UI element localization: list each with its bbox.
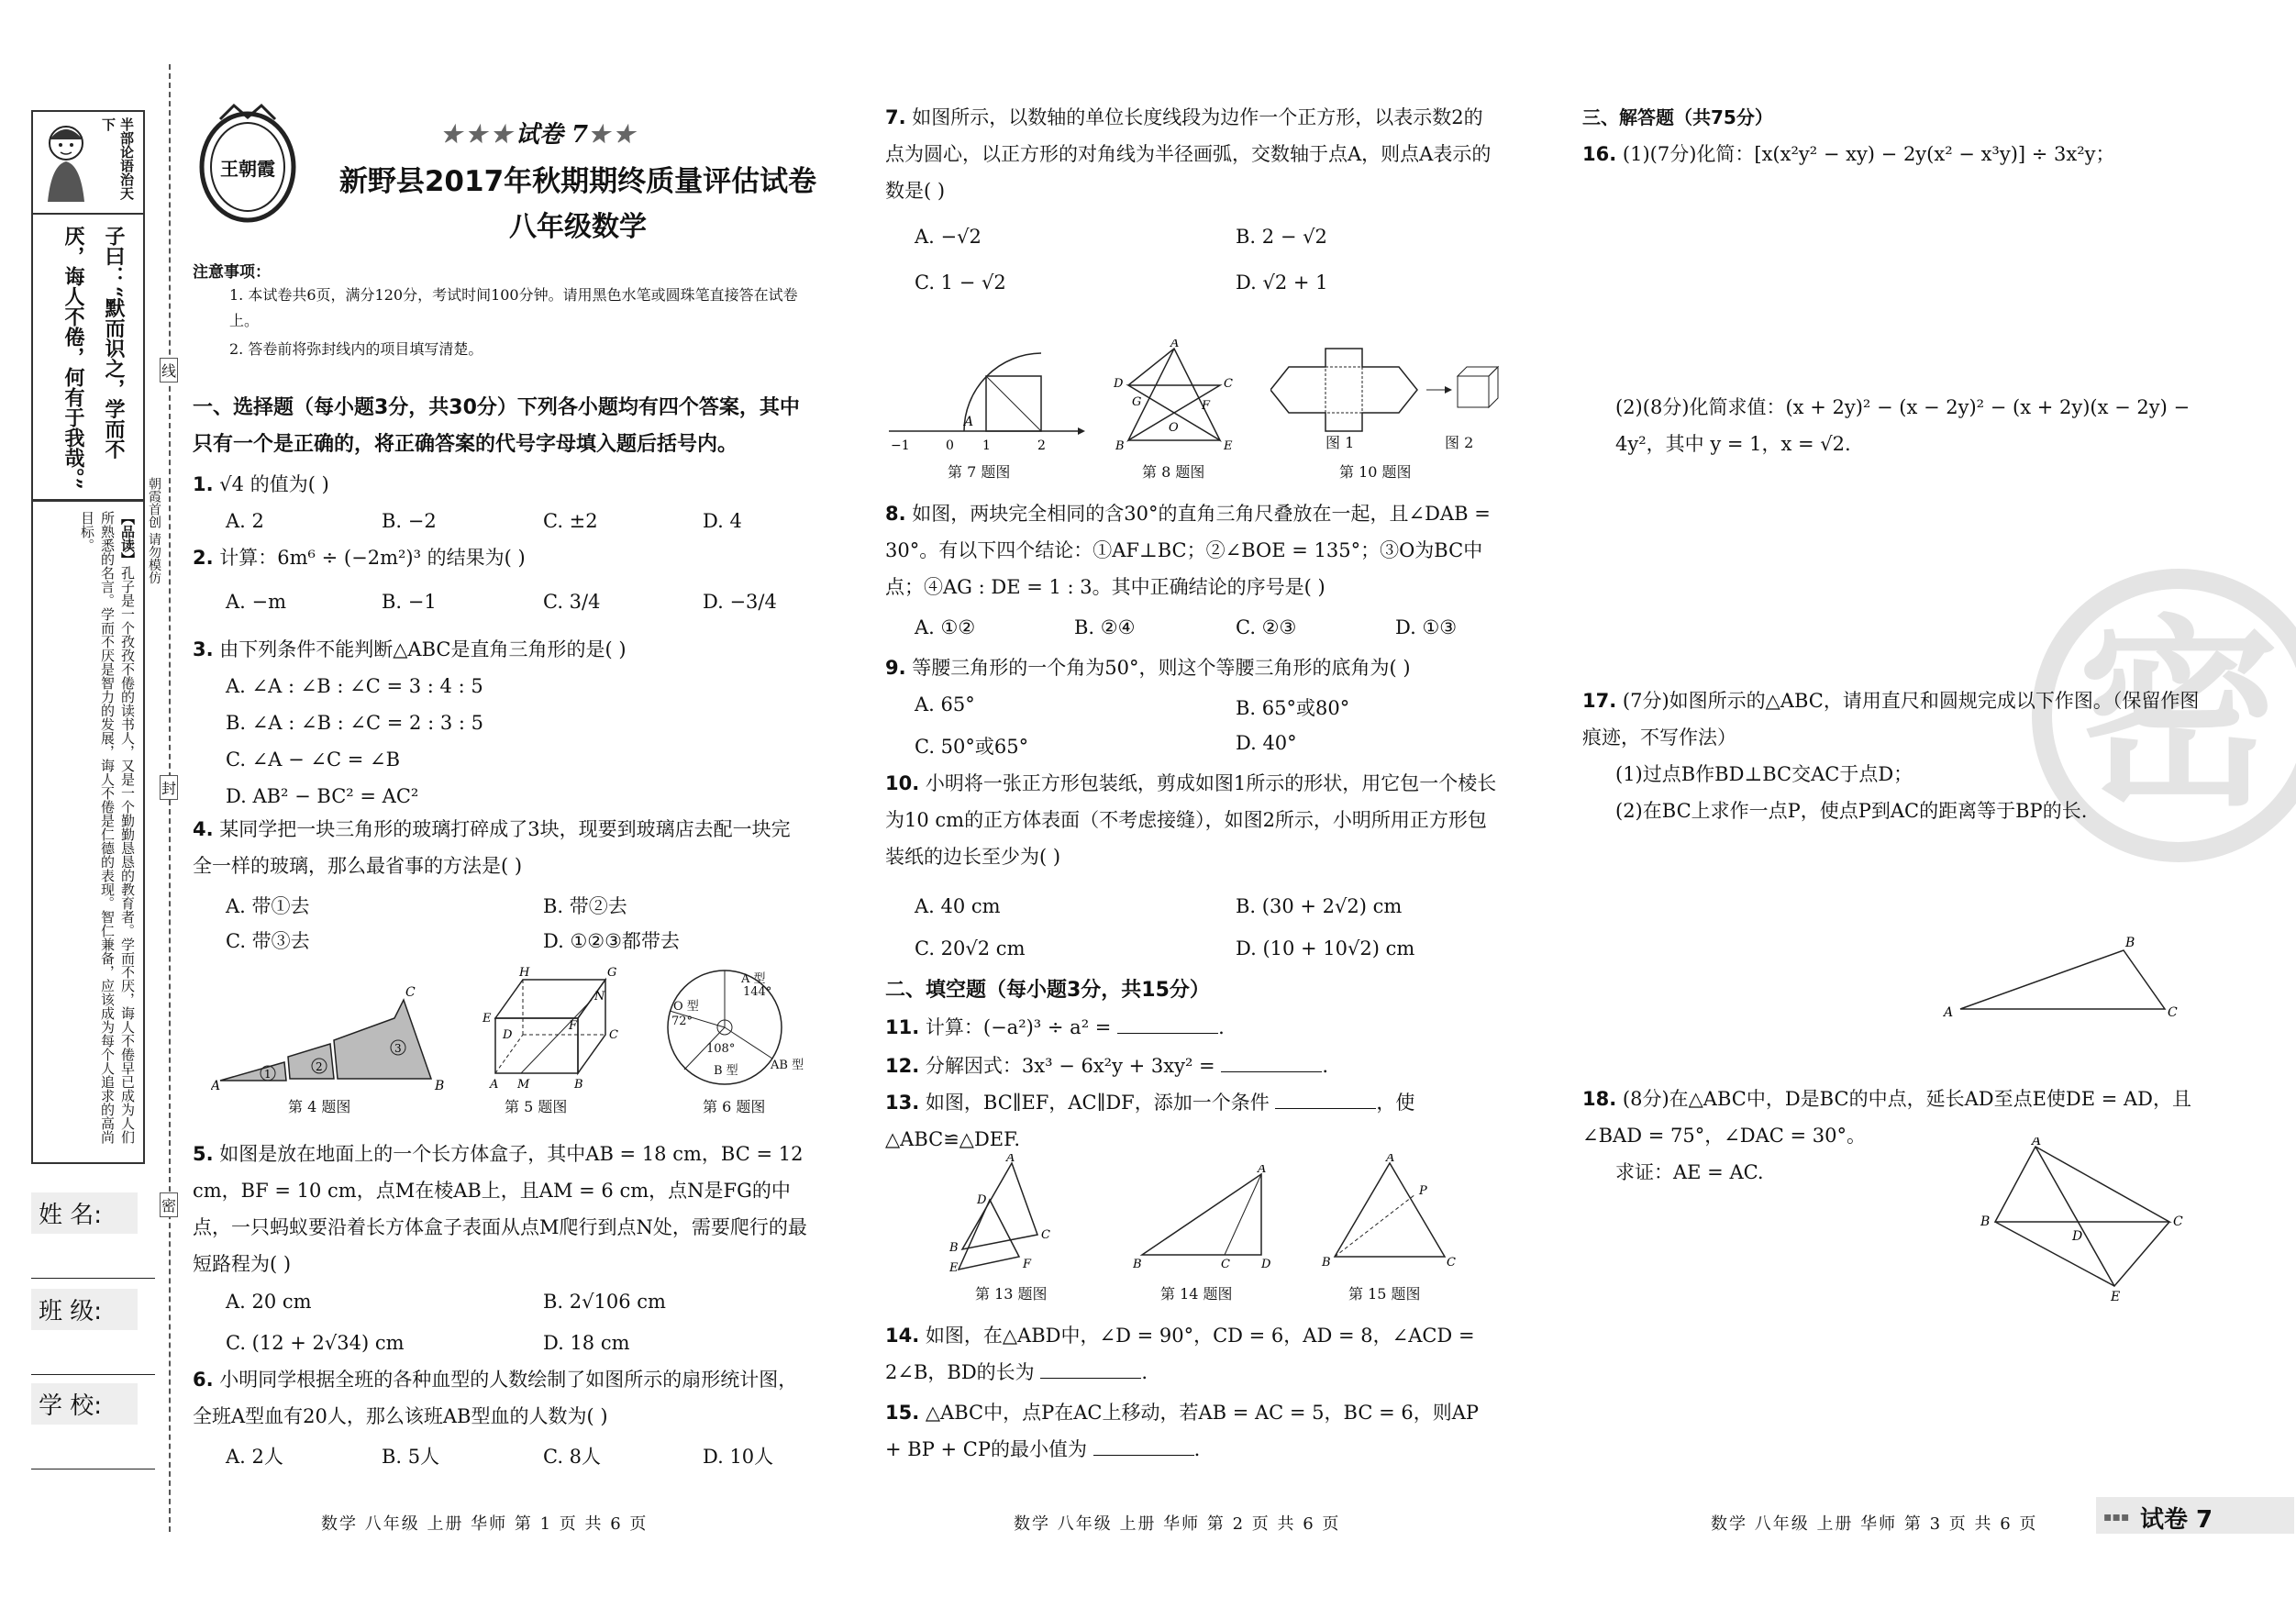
svg-text:0: 0 bbox=[946, 438, 954, 453]
q7-opt-a: A. −√2 bbox=[915, 226, 982, 248]
q17-sub1: (1)过点B作BD⊥BC交AC于点D； bbox=[1615, 763, 1913, 785]
svg-text:M: M bbox=[517, 1078, 530, 1092]
column-3 bbox=[1582, 0, 2279, 1597]
fig-q5-box bbox=[477, 963, 642, 1092]
svg-text:F: F bbox=[1202, 399, 1211, 413]
name-input-line[interactable] bbox=[31, 1234, 155, 1279]
svg-text:E: E bbox=[2111, 1290, 2121, 1303]
section-2-title: 二、填空题（每小题3分，共15分） bbox=[885, 979, 1210, 1002]
cap-q5: 第 5 题图 bbox=[505, 1098, 568, 1115]
pie-label-ab: AB 型 bbox=[771, 1059, 804, 1072]
fig-q10-net bbox=[1270, 339, 1509, 440]
q1-opt-d: D. 4 bbox=[703, 510, 742, 532]
q4-opt-c: C. 带③去 bbox=[226, 930, 310, 952]
q6-opt-d: D. 10人 bbox=[703, 1446, 774, 1468]
q6-opt-a: A. 2人 bbox=[226, 1446, 283, 1468]
q7-opt-c: C. 1 − √2 bbox=[915, 272, 1006, 294]
fig-q6-pie bbox=[660, 963, 816, 1092]
svg-text:B: B bbox=[435, 1079, 445, 1092]
pie-label-a-angle: 144° bbox=[743, 985, 772, 999]
pie-label-o-angle: 72° bbox=[671, 1015, 693, 1028]
exam-title: 新野县2017年秋期期终质量评估试卷 bbox=[338, 165, 817, 198]
q15-answer-blank[interactable] bbox=[1093, 1436, 1194, 1456]
class-input-line[interactable] bbox=[31, 1330, 155, 1375]
svg-text:D: D bbox=[503, 1028, 513, 1042]
class-label: 班 级: bbox=[31, 1289, 138, 1330]
q10-opt-b: B. (30 + 2√2) cm bbox=[1236, 895, 1403, 917]
q8-opt-b: B. ②④ bbox=[1074, 616, 1136, 638]
svg-text:B: B bbox=[2125, 936, 2135, 950]
column-2 bbox=[885, 0, 1509, 1597]
svg-text:F: F bbox=[569, 1019, 578, 1033]
fig-q14 bbox=[1133, 1165, 1289, 1270]
svg-text:D: D bbox=[1261, 1258, 1271, 1270]
q1-opt-c: C. ±2 bbox=[543, 510, 598, 532]
svg-text:A: A bbox=[490, 1078, 499, 1092]
fig-q15 bbox=[1316, 1154, 1463, 1273]
svg-text:C: C bbox=[2168, 1005, 2178, 1020]
svg-text:E: E bbox=[482, 1012, 492, 1026]
footer-tag-icon: ▪▪▪ bbox=[2103, 1510, 2130, 1525]
q17-sub2: (2)在BC上求作一点P，使点P到AC的距离等于BP的长. bbox=[1615, 800, 2088, 822]
svg-text:A: A bbox=[1386, 1154, 1395, 1165]
q7: 7. 如图所示，以数轴的单位长度线段为边作一个正方形，以表示数2的点为圆心，以正方形的对角线为半径画弧，交数轴于点A，则点A表示的数是( ) bbox=[885, 106, 1492, 202]
q5-opt-b: B. 2√106 cm bbox=[543, 1291, 666, 1313]
q3-opt-d: D. AB² − BC² = AC² bbox=[226, 785, 419, 807]
q15: 15. △ABC中，点P在AC上移动，若AB = AC = 5，BC = 6，则AP + BP + CP的最小值为 . bbox=[885, 1402, 1480, 1460]
q1: 1. √4 的值为( ) bbox=[193, 473, 329, 495]
svg-text:A: A bbox=[2032, 1137, 2042, 1148]
svg-text:P: P bbox=[1419, 1184, 1427, 1198]
q1-opt-a: A. 2 bbox=[226, 510, 264, 532]
fig-q8-star bbox=[1110, 339, 1257, 459]
q8-opt-c: C. ②③ bbox=[1236, 616, 1297, 638]
cap-fig1: 图 1 bbox=[1325, 434, 1355, 451]
cap-q4: 第 4 题图 bbox=[288, 1098, 351, 1115]
sidebar bbox=[0, 0, 165, 1597]
svg-text:A: A bbox=[1258, 1165, 1267, 1176]
fig-q4-glass bbox=[211, 963, 449, 1092]
cap-q6: 第 6 题图 bbox=[703, 1098, 766, 1115]
motto-text: 半部论语治天下 bbox=[100, 117, 135, 200]
svg-text:B: B bbox=[1115, 439, 1125, 453]
cap-q8: 第 8 题图 bbox=[1142, 463, 1205, 481]
q10-opt-c: C. 20√2 cm bbox=[915, 937, 1026, 959]
q11: 11. 计算：(−a²)³ ÷ a² = . bbox=[885, 1016, 1225, 1038]
svg-text:1: 1 bbox=[264, 1068, 272, 1081]
q9-opt-d: D. 40° bbox=[1236, 732, 1297, 754]
svg-text:2: 2 bbox=[1037, 438, 1046, 453]
svg-text:A: A bbox=[211, 1079, 221, 1092]
fig-q17 bbox=[1940, 934, 2179, 1026]
q4-opt-b: B. 带②去 bbox=[543, 895, 627, 917]
cap-q13: 第 13 题图 bbox=[975, 1285, 1048, 1303]
pie-label-b-angle: 108° bbox=[706, 1042, 736, 1056]
svg-text:E: E bbox=[1224, 439, 1233, 453]
q9-opt-b: B. 65°或80° bbox=[1236, 697, 1350, 719]
fig-q13 bbox=[949, 1154, 1069, 1273]
school-label: 学 校: bbox=[31, 1383, 138, 1425]
pie-label-a: A 型 bbox=[741, 972, 766, 986]
section-3-title: 三、解答题（共75分） bbox=[1582, 106, 1773, 128]
brand-logo bbox=[193, 101, 303, 229]
svg-text:G: G bbox=[607, 966, 617, 980]
footer-page-1: 数学 八年级 上册 华师 第 1 页 共 6 页 bbox=[321, 1514, 649, 1534]
footer-tag-text: 试卷 7 bbox=[2140, 1506, 2213, 1534]
notes-item-2: 2. 答卷前将弥封线内的项目填写清楚。 bbox=[229, 340, 483, 358]
quote-text: 子曰：“默而识之，学而不厌，诲人不倦，何有于我哉。” bbox=[61, 226, 126, 490]
pie-label-o: O 型 bbox=[673, 1000, 699, 1014]
q4: 4. 某同学把一块三角形的玻璃打碎成了3块，现要到玻璃店去配一块完全一样的玻璃，那么最省事的方法是( ) bbox=[193, 818, 791, 877]
section-1-title: 一、选择题（每小题3分，共30分）下列各小题均有四个答案，其中只有一个是正确的，将正确答案的代号字母填入题后括号内。 bbox=[193, 396, 800, 456]
name-label: 姓 名: bbox=[31, 1192, 138, 1234]
svg-text:A: A bbox=[1170, 339, 1180, 350]
pindu-label: 【品读】 bbox=[119, 511, 136, 566]
q17: 17. (7分)如图所示的△ABC，请用直尺和圆规完成以下作图。（保留作图痕迹，不写作法） bbox=[1582, 690, 2200, 749]
exam-subtitle: 八年级数学 bbox=[509, 211, 647, 243]
q5: 5. 如图是放在地面上的一个长方体盒子，其中AB = 18 cm，BC = 12 cm，BF = 10 cm，点M在棱AB上，且AM = 6 cm，点N是FG的中点，一只蚂蚁要沿着长方体盒子表面从点M爬行到点N处，需要爬行的最短路程为( ) bbox=[193, 1143, 807, 1275]
svg-text:C: C bbox=[609, 1028, 618, 1042]
q3-opt-a: A. ∠A : ∠B : ∠C = 3 : 4 : 5 bbox=[226, 675, 483, 697]
svg-text:1: 1 bbox=[982, 438, 991, 453]
q10: 10. 小明将一张正方形包装纸，剪成如图1所示的形状，用它包一个棱长为10 cm的正方体表面（不考虑接缝），如图2所示，小明所用正方形包装纸的边长至少为( ) bbox=[885, 772, 1497, 868]
q6: 6. 小明同学根据全班的各种血型的人数绘制了如图所示的扇形统计图，全班A型血有20人，那么该班AB型血的人数为( ) bbox=[193, 1369, 798, 1427]
q16-part2: (2)(8分)化简求值：(x + 2y)² − (x − 2y)² − (x + 2y)(x − 2y) − 4y²，其中 y = 1，x = √2. bbox=[1615, 396, 2191, 455]
cap-q7: 第 7 题图 bbox=[948, 463, 1011, 481]
pie-label-b: B 型 bbox=[714, 1064, 738, 1078]
svg-text:D: D bbox=[977, 1193, 987, 1207]
q2-opt-c: C. 3/4 bbox=[543, 591, 601, 613]
q2-opt-a: A. −m bbox=[226, 591, 287, 613]
seal-char-1: 线 bbox=[160, 358, 178, 383]
q1-opt-b: B. −2 bbox=[382, 510, 437, 532]
fig-q18 bbox=[1977, 1137, 2197, 1303]
q8-opt-d: D. ①③ bbox=[1395, 616, 1458, 638]
q14: 14. 如图，在△ABD中，∠D = 90°，CD = 6，AD = 8，∠ACD = 2∠B，BD的长为 . bbox=[885, 1325, 1475, 1383]
notes-title: 注意事项： bbox=[193, 263, 271, 282]
q14-answer-blank[interactable] bbox=[1040, 1359, 1141, 1379]
svg-text:C: C bbox=[1221, 1258, 1230, 1270]
svg-text:3: 3 bbox=[394, 1042, 402, 1055]
svg-text:N: N bbox=[594, 990, 605, 1004]
q3: 3. 由下列条件不能判断△ABC是直角三角形的是( ) bbox=[193, 638, 627, 660]
svg-text:C: C bbox=[405, 985, 416, 1000]
q9-opt-c: C. 50°或65° bbox=[915, 736, 1029, 758]
q12-answer-blank[interactable] bbox=[1221, 1053, 1322, 1072]
svg-text:B: B bbox=[1980, 1214, 1991, 1229]
svg-text:B: B bbox=[1133, 1258, 1142, 1270]
q16-part1: 16. (1)(7分)化简：[x(x²y² − xy) − 2y(x² − x³y)] ÷ 3x²y； bbox=[1582, 143, 2115, 165]
column-1 bbox=[193, 0, 816, 1597]
svg-text:B: B bbox=[949, 1241, 959, 1255]
svg-text:E: E bbox=[949, 1261, 959, 1273]
q5-opt-d: D. 18 cm bbox=[543, 1332, 630, 1354]
svg-text:H: H bbox=[519, 966, 530, 980]
q10-opt-a: A. 40 cm bbox=[915, 895, 1001, 917]
seal-char-2: 封 bbox=[160, 775, 178, 800]
svg-text:B: B bbox=[574, 1078, 583, 1092]
q2-opt-b: B. −1 bbox=[382, 591, 437, 613]
svg-text:F: F bbox=[1023, 1258, 1032, 1271]
brand-note: 朝霞首创 请勿模仿 bbox=[147, 477, 161, 584]
q8-opt-a: A. ①② bbox=[915, 616, 976, 638]
svg-text:D: D bbox=[1114, 377, 1124, 391]
svg-text:C: C bbox=[2173, 1214, 2183, 1229]
q6-opt-c: C. 8人 bbox=[543, 1446, 602, 1468]
logo-text: 王朝霞 bbox=[220, 158, 275, 180]
svg-text:C: C bbox=[1224, 377, 1233, 391]
field-class bbox=[31, 1289, 155, 1375]
svg-text:C: C bbox=[1447, 1256, 1456, 1270]
cap-q10: 第 10 题图 bbox=[1339, 463, 1412, 481]
svg-text:2: 2 bbox=[316, 1060, 323, 1073]
fig-q7-numberline bbox=[885, 339, 1087, 459]
q10-opt-d: D. (10 + 10√2) cm bbox=[1236, 937, 1415, 959]
confucius-avatar-icon bbox=[39, 119, 94, 204]
svg-text:O: O bbox=[1169, 421, 1179, 435]
q9: 9. 等腰三角形的一个角为50°，则这个等腰三角形的底角为( ) bbox=[885, 657, 1411, 679]
cap-fig2: 图 2 bbox=[1445, 434, 1474, 451]
watermark-char: 密 bbox=[2077, 598, 2279, 833]
motto-box bbox=[31, 110, 145, 215]
q18: 18. (8分)在△ABC中，D是BC的中点，延长AD至点E使DE = AD，且∠BAD = 75°，∠DAC = 30°。 bbox=[1582, 1088, 2192, 1147]
svg-text:−1: −1 bbox=[891, 438, 910, 453]
q9-opt-a: A. 65° bbox=[915, 693, 975, 715]
q8: 8. 如图，两块完全相同的含30°的直角三角尺叠放在一起，且∠DAB = 30°。有以下四个结论：①AF⊥BC；②∠BOE = 135°；③O为BC中点；④AG : DE = 1 : 3。其中正确结论的序号是( ) bbox=[885, 503, 1491, 598]
q7-opt-d: D. √2 + 1 bbox=[1236, 272, 1328, 294]
svg-text:A: A bbox=[1944, 1005, 1954, 1020]
school-input-line[interactable] bbox=[31, 1425, 155, 1469]
q13: 13. 如图，BC∥EF，AC∥DF，添加一个条件 ，使△ABC≌△DEF. bbox=[885, 1092, 1415, 1150]
cap-q15: 第 15 题图 bbox=[1348, 1285, 1421, 1303]
seal-char-3: 密 bbox=[160, 1192, 178, 1217]
svg-text:D: D bbox=[2072, 1229, 2083, 1244]
footer-tag bbox=[2096, 1497, 2294, 1534]
svg-text:C: C bbox=[1041, 1228, 1050, 1242]
q6-opt-b: B. 5人 bbox=[382, 1446, 440, 1468]
q18-proof: 求证：AE = AC. bbox=[1615, 1161, 1764, 1183]
svg-text:G: G bbox=[1132, 395, 1142, 409]
footer-page-3: 数学 八年级 上册 华师 第 3 页 共 6 页 bbox=[1711, 1514, 2038, 1534]
paper-number: ★★★试卷 7★★ bbox=[440, 121, 638, 149]
q13-answer-blank[interactable] bbox=[1275, 1090, 1376, 1109]
pindu-text: 【品读】孔子是一个孜孜不倦的读书人，又是一个勤勤恳恳的教育者。学而不厌，诲人不倦早已成为人们所熟悉的名言。学而不厌是智力的发展，诲人不倦是仁德的表现。智仁兼备，应该成为每个人追求的高尚目标。 bbox=[79, 511, 136, 1144]
q12: 12. 分解因式：3x³ − 6x²y + 3xy² = . bbox=[885, 1055, 1329, 1077]
field-school bbox=[31, 1383, 155, 1469]
svg-text:A: A bbox=[964, 415, 974, 429]
notes-item-1: 1. 本试卷共6页，满分120分，考试时间100分钟。请用黑色水笔或圆珠笔直接答在试卷上。 bbox=[229, 286, 798, 329]
q3-opt-c: C. ∠A − ∠C = ∠B bbox=[226, 749, 401, 771]
q4-opt-d: D. ①②③都带去 bbox=[543, 930, 680, 952]
svg-text:A: A bbox=[1006, 1154, 1015, 1165]
pindu-box bbox=[31, 500, 145, 1164]
q2: 2. 计算：6m⁶ ÷ (−2m²)³ 的结果为( ) bbox=[193, 547, 526, 569]
footer-page-2: 数学 八年级 上册 华师 第 2 页 共 6 页 bbox=[1014, 1514, 1341, 1534]
q4-opt-a: A. 带①去 bbox=[226, 895, 310, 917]
q2-opt-d: D. −3/4 bbox=[703, 591, 777, 613]
q5-opt-a: A. 20 cm bbox=[226, 1291, 312, 1313]
quote-box bbox=[31, 213, 145, 501]
field-name bbox=[31, 1192, 155, 1279]
q3-opt-b: B. ∠A : ∠B : ∠C = 2 : 3 : 5 bbox=[226, 712, 483, 734]
svg-text:B: B bbox=[1322, 1256, 1331, 1270]
q5-opt-c: C. (12 + 2√34) cm bbox=[226, 1332, 405, 1354]
q7-opt-b: B. 2 − √2 bbox=[1236, 226, 1327, 248]
cap-q14: 第 14 题图 bbox=[1160, 1285, 1233, 1303]
q11-answer-blank[interactable] bbox=[1117, 1015, 1218, 1034]
